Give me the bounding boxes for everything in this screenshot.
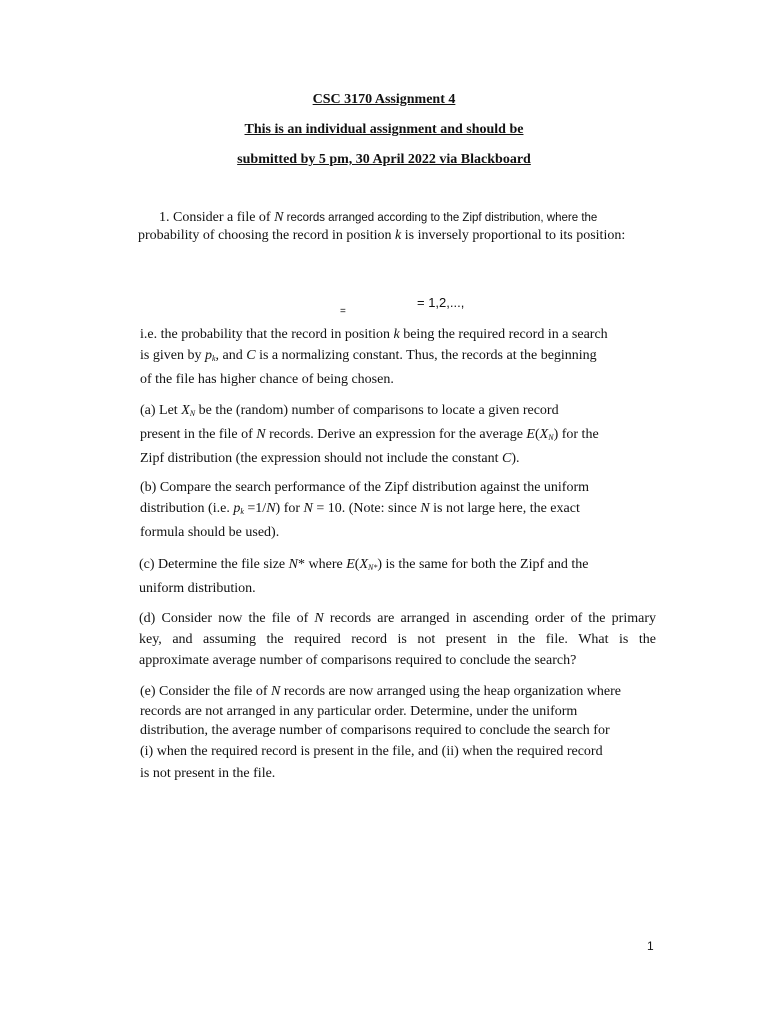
- assignment-title: CSC 3170 Assignment 4: [312, 92, 456, 107]
- part-b: (b) Compare the search performance of the Zipf distribution against the uniform distribution (i.e. $p_k =1/N$) for N = 10. (Note: since N is not large here, the exact formula should be used).: [140, 480, 590, 540]
- part-d: (d) Consider now the file of N records are arranged in ascending order of the primary key, and assuming the required record is not present in the file. What is the approximate average number of comparisons required to conclude the search?: [139, 611, 656, 668]
- assignment-deadline: submitted by 5 pm, 30 April 2022 via Blackboard: [237, 152, 531, 167]
- formula-equals: =: [340, 306, 346, 317]
- page-number: 1: [647, 939, 654, 953]
- part-e: (e) Consider the file of N records are now arranged using the heap organization where records are not arranged in any particular order. Determine, under the uniform distribution, the average number of comparisons required to conclude the search for (i) when the required record is present in the file, and (ii) when the required record is not present in the file.: [140, 684, 622, 781]
- question-1-intro: 1. Consider a file of N records arranged according to the Zipf distribution, where the: [159, 210, 598, 225]
- explanation-paragraph: i.e. the probability that the record in position k being the required record in a search is given by $p_k$, and C is a normalizing constant. Thus, the records at the beginning of the file has higher chance of being chosen.: [140, 327, 608, 387]
- assignment-subtitle: This is an individual assignment and should be: [244, 122, 524, 137]
- question-number: 1.: [159, 210, 170, 225]
- question-1-intro-line-2: probability of choosing the record in position k is inversely proportional to its position:: [138, 228, 626, 243]
- part-a: (a) Let $X_N$ be the (random) number of comparisons to locate a given record present in the file of N records. Derive an expression for the average $E(X_N)$ for the Zipf distribution (the expression should not include the constant C).: [140, 403, 599, 466]
- part-c: (c) Determine the file size N* where $E(X_{N*})$ is the same for both the Zipf and the uniform distribution.: [139, 557, 589, 596]
- formula-range: = 1,2,...,: [417, 295, 465, 310]
